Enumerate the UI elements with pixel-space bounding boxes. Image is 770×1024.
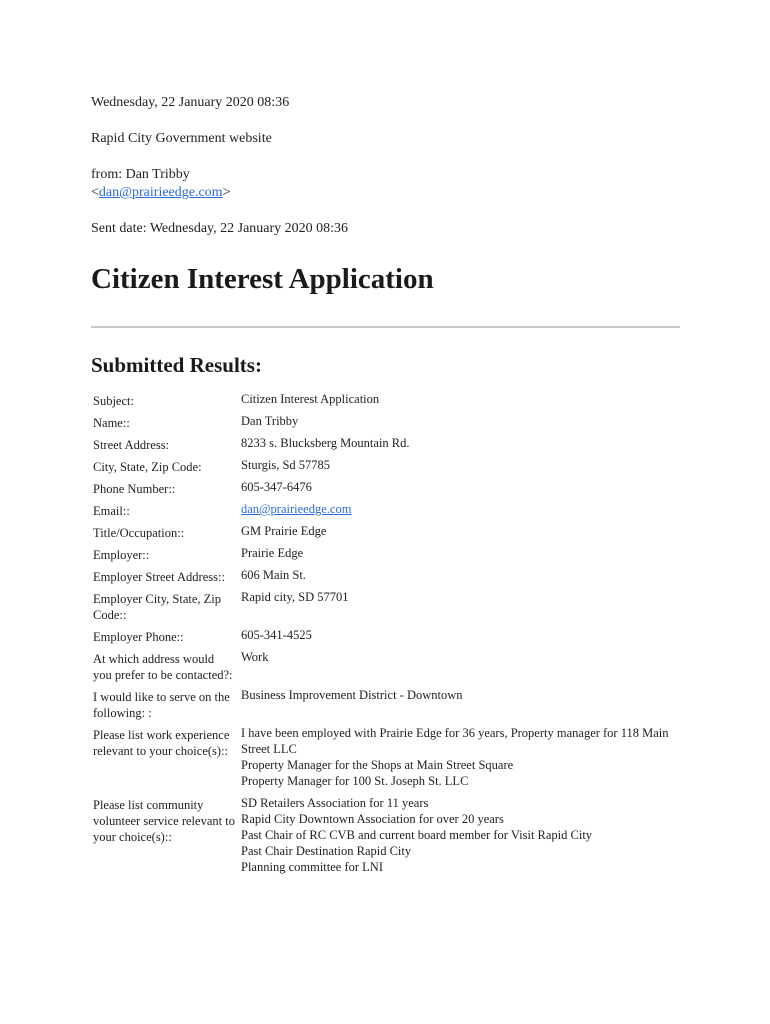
from-line: from: Dan Tribby	[91, 167, 190, 182]
from-email-line	[91, 184, 681, 202]
field-value-lines	[241, 523, 681, 539]
field-label: Employer Phone::	[93, 630, 184, 644]
page-title: Citizen Interest Application	[91, 263, 434, 295]
field-label: Please list community volunteer service relevant to your choice(s)::	[93, 798, 235, 844]
source-site: Rapid City Government website	[91, 131, 272, 146]
table-row	[91, 525, 681, 547]
field-label: Name::	[93, 416, 130, 430]
field-value-line: I have been employed with Prairie Edge for 36 years, Property manager for 118 Main Street LLC	[241, 726, 669, 756]
field-label: Email::	[93, 504, 130, 518]
email-bracket-close: >	[222, 185, 231, 200]
results-table	[91, 393, 681, 883]
table-row	[91, 393, 681, 415]
field-value	[239, 393, 681, 415]
field-label: Employer Street Address::	[93, 570, 225, 584]
field-value-line: Work	[241, 650, 269, 664]
field-value-lines	[241, 457, 681, 473]
field-value-lines	[241, 795, 681, 875]
divider	[91, 326, 680, 328]
field-value-line: Prairie Edge	[241, 546, 304, 560]
field-value-line: Property Manager for the Shops at Main Street Square	[241, 758, 514, 772]
table-row	[91, 727, 681, 797]
field-value-line: Rapid City Downtown Association for over 20 years	[241, 812, 504, 826]
field-value	[239, 629, 681, 651]
field-value-lines	[241, 627, 681, 643]
table-row	[91, 415, 681, 437]
field-value	[239, 689, 681, 727]
sent-date: Sent date: Wednesday, 22 January 2020 08:36	[91, 221, 349, 236]
field-label: Please list work experience relevant to your choice(s)::	[93, 728, 230, 758]
field-label: Phone Number::	[93, 482, 176, 496]
field-value-lines	[241, 687, 681, 703]
field-label: Employer City, State, Zip Code::	[93, 592, 221, 622]
field-value-line: Property Manager for 100 St. Joseph St. LLC	[241, 774, 469, 788]
field-value-lines	[241, 413, 681, 429]
field-value	[239, 481, 681, 503]
field-value-line: Citizen Interest Application	[241, 392, 380, 406]
field-value-line: 8233 s. Blucksberg Mountain Rd.	[241, 436, 410, 450]
field-label: Street Address:	[93, 438, 170, 452]
field-label: Employer::	[93, 548, 150, 562]
email-document	[91, 94, 681, 883]
field-value	[239, 591, 681, 629]
email-bracket-open: <	[91, 185, 99, 200]
field-value	[239, 569, 681, 591]
field-value-line: 605-341-4525	[241, 628, 312, 642]
field-value	[239, 525, 681, 547]
field-value	[239, 547, 681, 569]
field-label: Title/Occupation::	[93, 526, 185, 540]
field-label: I would like to serve on the following: :	[93, 690, 230, 720]
field-value	[239, 459, 681, 481]
field-value	[239, 651, 681, 689]
field-value-line: Business Improvement District - Downtown	[241, 688, 463, 702]
table-row	[91, 651, 681, 689]
field-value-lines	[241, 589, 681, 605]
table-row	[91, 569, 681, 591]
field-value-lines	[241, 725, 681, 789]
table-row	[91, 797, 681, 883]
field-value	[239, 415, 681, 437]
from-block	[91, 166, 681, 202]
field-value-line: Planning committee for LNI	[241, 860, 383, 874]
field-value-line: SD Retailers Association for 11 years	[241, 796, 429, 810]
table-row	[91, 689, 681, 727]
field-value-line: Dan Tribby	[241, 414, 299, 428]
field-value-line: Past Chair of RC CVB and current board member for Visit Rapid City	[241, 828, 593, 842]
field-value	[239, 437, 681, 459]
field-value-lines	[241, 649, 681, 665]
email-value-link[interactable]: dan@prairieedge.com	[241, 502, 352, 516]
field-label: City, State, Zip Code:	[93, 460, 202, 474]
field-label: Subject:	[93, 394, 134, 408]
email-date: Wednesday, 22 January 2020 08:36	[91, 95, 290, 110]
table-row	[91, 629, 681, 651]
table-row	[91, 481, 681, 503]
field-value-line: Past Chair Destination Rapid City	[241, 844, 412, 858]
field-value	[239, 727, 681, 797]
table-row	[91, 503, 681, 525]
table-row	[91, 437, 681, 459]
field-value-lines	[241, 501, 681, 517]
field-value-line: 605-347-6476	[241, 480, 312, 494]
section-title: Submitted Results:	[91, 353, 262, 377]
field-value-line: 606 Main St.	[241, 568, 306, 582]
field-value	[239, 503, 681, 525]
field-value-lines	[241, 479, 681, 495]
field-value-lines	[241, 435, 681, 451]
field-value-lines	[241, 567, 681, 583]
field-value-line: Sturgis, Sd 57785	[241, 458, 331, 472]
field-label: At which address would you prefer to be contacted?:	[93, 652, 233, 682]
field-value-line: Rapid city, SD 57701	[241, 590, 349, 604]
table-row	[91, 591, 681, 629]
field-value-lines	[241, 545, 681, 561]
table-row	[91, 459, 681, 481]
field-value-lines	[241, 391, 681, 407]
table-row	[91, 547, 681, 569]
field-value	[239, 797, 681, 883]
field-value-line: GM Prairie Edge	[241, 524, 327, 538]
from-email-link[interactable]: dan@prairieedge.com	[98, 185, 223, 200]
